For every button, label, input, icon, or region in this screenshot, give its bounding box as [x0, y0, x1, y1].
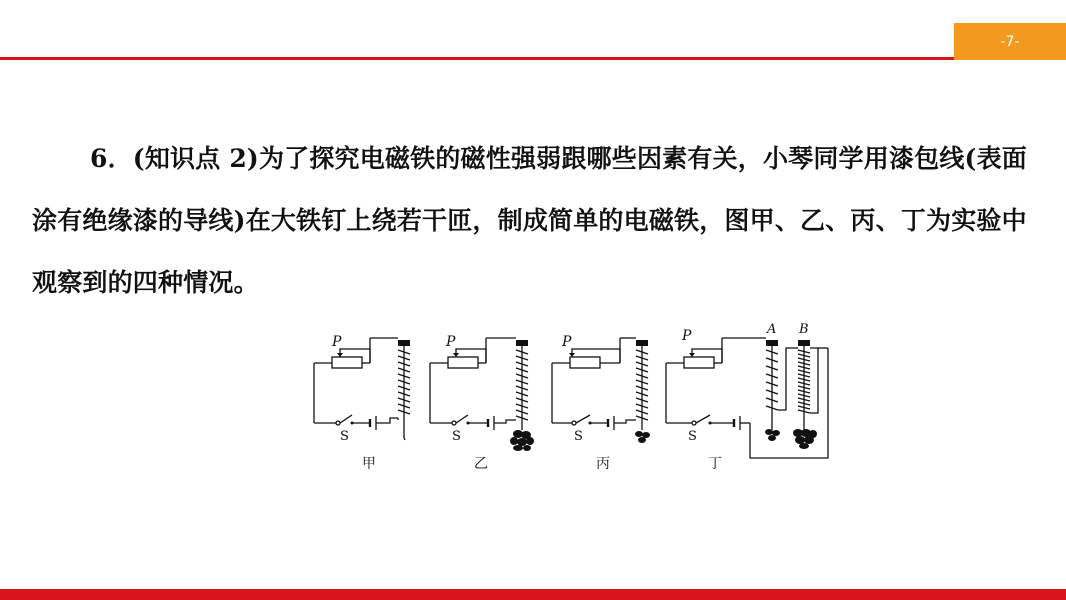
circuit-panel-jia	[314, 338, 410, 440]
paperclip-cluster	[765, 429, 817, 449]
switch-label: S	[340, 429, 349, 444]
panel-caption: 乙	[474, 456, 488, 472]
question-text: 6．(知识点 2)为了探究电磁铁的磁性强弱跟哪些因素有关，小琴同学用漆包线(表面涂有绝缘漆的导线)在大铁钉上绕若干匝，制成简单的电磁铁，图甲、乙、丙、丁为实验中观察到的四种情况。	[32, 144, 1027, 297]
nail-label-a: A	[767, 322, 777, 337]
page-number: -7-	[954, 23, 1066, 60]
circuit-figure	[300, 318, 840, 478]
switch-label: S	[452, 429, 461, 444]
paperclip-cluster	[510, 430, 534, 451]
rheostat-label: P	[562, 334, 572, 350]
panel-caption: 丁	[708, 456, 722, 472]
rheostat-label: P	[332, 334, 342, 350]
panel-caption: 甲	[362, 456, 376, 472]
circuit-panel-yi	[430, 338, 534, 451]
panel-caption: 丙	[596, 456, 610, 472]
footer-bar	[0, 589, 1066, 600]
switch-label: S	[574, 429, 583, 444]
rheostat-label: P	[446, 334, 456, 350]
header-divider	[0, 57, 1066, 60]
switch-label: S	[688, 429, 697, 444]
paperclip-cluster	[635, 431, 650, 443]
circuit-panel-bing	[552, 338, 650, 443]
nail-label-b: B	[799, 322, 809, 337]
rheostat-label: P	[682, 328, 692, 344]
